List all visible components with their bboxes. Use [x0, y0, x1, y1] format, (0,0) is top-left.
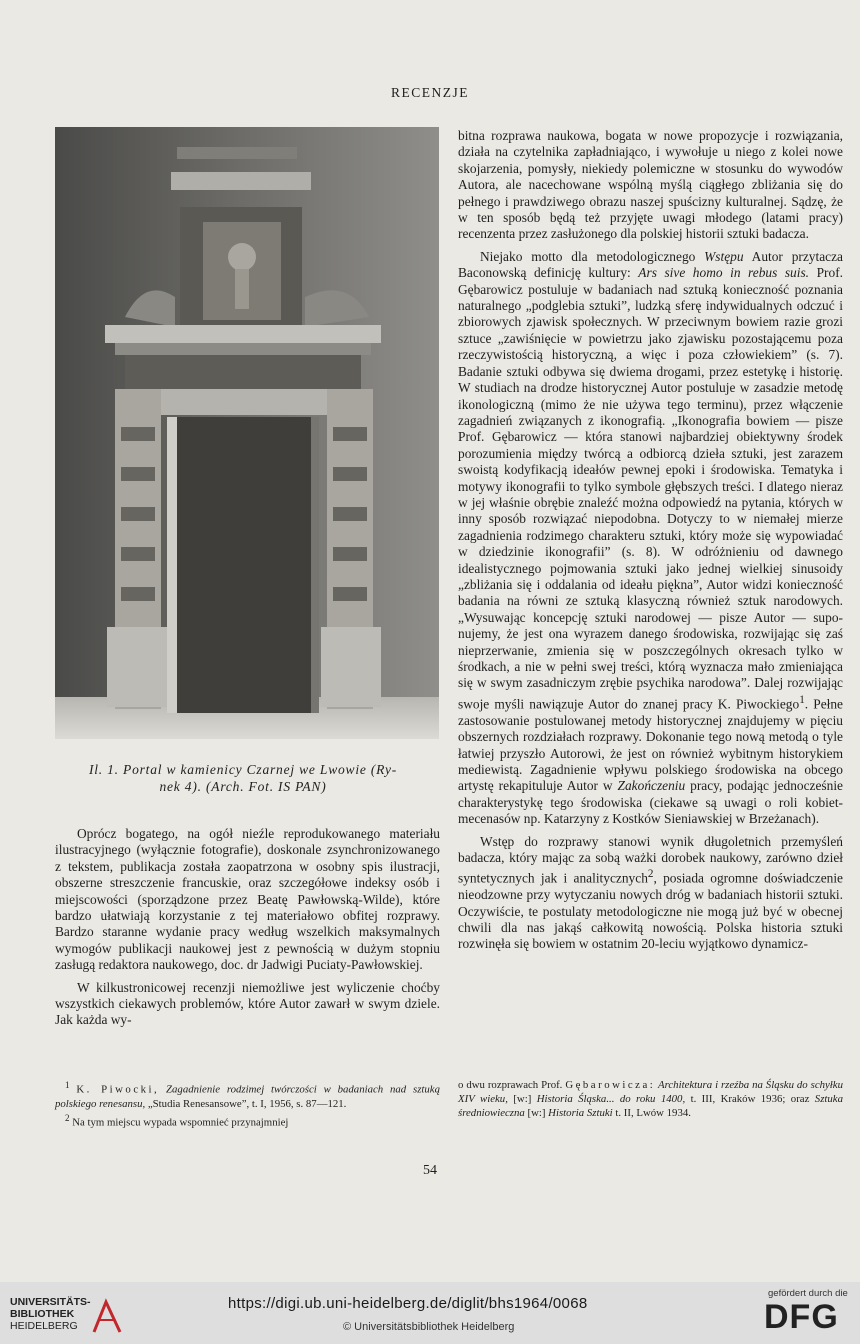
footnote-title: Architektura i rzeźba na Śląsku do schyłku XIV wieku, — [458, 1079, 843, 1105]
paragraph: W kilkustronicowej recenzji niemożliwe jest wyliczenie choćby wszystkich ciekawych problemów, które Autor zawarł w swym dziele. Jak każda wy- — [55, 979, 440, 1028]
footnote-title: Historia Śląska... do roku 1400, — [536, 1093, 686, 1105]
portal-photograph — [55, 127, 439, 739]
footnote-text: o dwu rozprawach Prof. — [458, 1079, 566, 1091]
footnote-1 — [55, 1078, 440, 1111]
footnote-title: Historia Sztuki — [548, 1107, 613, 1119]
footnote-text: t. II, Lwów 1934. — [612, 1107, 691, 1119]
library-logo[interactable] — [10, 1292, 125, 1336]
footnote-title: Sztuka średniowieczna — [458, 1093, 843, 1119]
footnote-text: [w:] — [524, 1107, 549, 1119]
footnotes-right — [458, 1078, 843, 1120]
paragraph: bitna rozprawa naukowa, bogata w nowe propozycje i rozwiązania, działa na czytelnika zapładniająco, i wywołuje u niego z kolei nowe skojarzenia, pomysły, niekiedy polemiczne w stosunku do wywodów Autora, ale nacechowane wspólną myślą ciągłego zbliżania się do pełnego i prawdziwego obrazu naszej spuścizny kulturalnej. Sądzę, że w ten sposób będą też przyjęte uwagi młodego (latami pracy) recenzenta przez zasłużonego dla polskiej historii sztuki badacza. — [458, 128, 843, 242]
caption-line-1: Il. 1. Portal w kamienicy Czarnej we Lwowie (Ry- — [88, 762, 398, 777]
viewer-footer — [0, 1282, 860, 1344]
footnote-author: Gębarowicza: — [565, 1079, 656, 1091]
text-run: Prof. Gębarowicz postuluje w badaniach nad sztuką konieczność poznania naturalnego „podglebia sztuki”, ludzką sferę indywidualnych odczuć i zbiorowych zjawisk społecznych. W przeciwnym bowiem razie grozi sztuce „zawiśnięcie w powietrzu jako zjawisku pozostającemu poza rzeczywistością historyczną, a więc i poza człowiekiem” (s. 7). Badanie sztuki odbywa się dwiema drogami, przez estetykę i historię. W studiach na drodze historycznej Autor postuluje w zasadzie metodę ikonologiczną (mimo że nie używa tego terminu), przez włączenie zagadnień związanych z ikonografią. „Ikonografia bowiem — pisze Prof. Gębarowicz — która stanowi najbardziej obiektywny środek porozumienia między twórcą a odbiorcą dzieła sztuki, jest zarazem swoistą kodyfikacją ideałów pewnej epoki i środowiska. Tematyka i motywy ikonografii to tylko symbole głębszych treści. I dlatego nieraz w jej właśnie obrębie znaleźć można odpowiedź na pytania, których w inny sposób rozwiązać niepodobna. Dotyczy to w niemałej mierze zagadnienia rodzimego charakteru sztuki, który może się wypowiadać w dziedzinie ikonografii” (s. 8). W odróżnieniu od dawnego idealistycznego pojmowania sztuki jako jednej wielkiej sinusoidy „zbliżania się i oddalania od ideału piękna”, Autor widzi konieczność badania na równi ze sztuką klasyczną również sztuk narodowych. „Wysuwając koncepcję sztuki narodowej — pisze Autor — suponujemy, że jest ona wyrazem danego środowiska, rozwijając się zaś nieprzerwanie, zmienia się w poszczególnych okresach tylko w środkach, a nie w pełni swej treści, którą wyznacza mało zmieniająca się w swym zasadniczym zrębie psychika narodowa”. Dalej rozwijając swoje myśli nawiązuje Autor do znanej pracy K. Piwockiego — [458, 265, 843, 712]
footnote-number: 2 — [65, 1112, 70, 1123]
portal-photo-drawing — [55, 127, 439, 739]
footnote-2-continued — [458, 1078, 843, 1120]
text-run: . Pełne zastosowanie postulowanej metody historycznej znajdujemy w pięciu obszernych rozdziałach rozprawy. Dokonanie tego nową metodą o tyle łatwiej przyszło Autorowi, że jest on również wybitnym historykiem mediewistą. Zagadnienie wpływu polskiego środowiska na obcego artystę rekapituluje Autor w — [458, 696, 843, 794]
left-column — [55, 826, 440, 1035]
text-run: Autor przytacza Baconowską definicję kultury: — [458, 248, 843, 281]
footnotes-left — [55, 1078, 440, 1129]
text-run: pracy, podając jednocześnie charakterystykę tego środowiska (ciekawe są uwagi o roli kobiet-mecenasów np. Katarzyny z Kostków Sieniawskiej w Brzeżanach). — [458, 778, 843, 827]
footnote-text: „Studia Renesansowe”, t. I, 1956, s. 87—121. — [145, 1097, 347, 1110]
footnote-text: Na tym miejscu wypada wspomnieć przynajmniej — [72, 1116, 289, 1129]
library-emblem-icon — [90, 1298, 124, 1334]
right-column — [458, 128, 843, 959]
footnote-2 — [55, 1111, 440, 1130]
footnote-title: Zagadnienie rodzimej twórczości w badaniach nad sztuką polskiego renesansu, — [55, 1083, 440, 1110]
footnote-text: t. III, Kraków 1936; oraz — [685, 1093, 815, 1105]
paragraph: Oprócz bogatego, na ogół nieźle reprodukowanego materiału ilustracyjnego (wyłącznie fotografie), doskonale zsynchronizowanego z tekstem, publikacja została zaopatrzona w osobny spis ilustracji, obszerne streszczenie francuskie, oraz szczegółowe indeksy osób i miejscowości (sporządzone przez Beatę Pawłowską-Wilde), które bardzo ułatwiają korzystanie z tej materiałowo obfitej rozprawy. Bardzo staranne wydanie pracy według wszelkich maksymalnych wymogów publikacji naukowej jest z pewnością w dużym stopniu zasługą redaktora naukowego, doc. dr Jadwigi Puciaty-Pawłowskiej. — [55, 826, 440, 973]
footnote-text: [w:] — [507, 1093, 537, 1105]
funder-note: gefördert durch die — [768, 1288, 848, 1299]
text-run: Wstęp do rozprawy stanowi wynik długoletnich przemyśleń badacza, który mając za sobą ważki dorobek naukowy, zarówno dzieł syntetycznych jak i analitycznych — [458, 833, 843, 886]
figure-caption — [44, 761, 442, 795]
running-header: RECENZJE — [391, 85, 469, 100]
permalink-url[interactable]: https://digi.ub.uni-heidelberg.de/diglit/bhs1964/0068 — [228, 1295, 588, 1312]
footnote-author: K. Piwocki, — [76, 1083, 160, 1096]
copyright-notice: © Universitätsbibliothek Heidelberg — [343, 1321, 515, 1333]
italic-term: Zakończeniu — [617, 778, 686, 794]
caption-line-2: nek 4). (Arch. Fot. IS PAN) — [159, 779, 327, 794]
dfg-logo[interactable]: DFG — [764, 1298, 839, 1336]
page-number: 54 — [423, 1163, 437, 1178]
library-city: HEIDELBERG — [10, 1320, 78, 1332]
text-run: Niejako motto dla metodologicznego — [480, 248, 705, 264]
paragraph — [458, 834, 843, 953]
library-name: UNIVERSITÄTS-BIBLIOTHEK — [10, 1296, 91, 1320]
text-run: , posiada ogromne doświadczenie nieodzowne przy wytyczaniu nowych dróg w badaniach historii sztuki. Oczywiście, te postulaty metodologiczne nie mogą już być w obecnej chwili dla nas jakąś całkowitą nowością. Polska historia sztuki rozwinęła się bowiem w ostatnim 20-leciu wyjątkowo dynamicz- — [458, 870, 843, 952]
italic-term: Wstępu — [704, 248, 744, 264]
paragraph — [458, 249, 843, 828]
footnote-ref: 2 — [647, 868, 654, 881]
footnote-number: 1 — [65, 1080, 70, 1090]
motto: Ars sive homo in rebus suis. — [638, 265, 810, 281]
footnote-ref: 1 — [799, 693, 805, 706]
